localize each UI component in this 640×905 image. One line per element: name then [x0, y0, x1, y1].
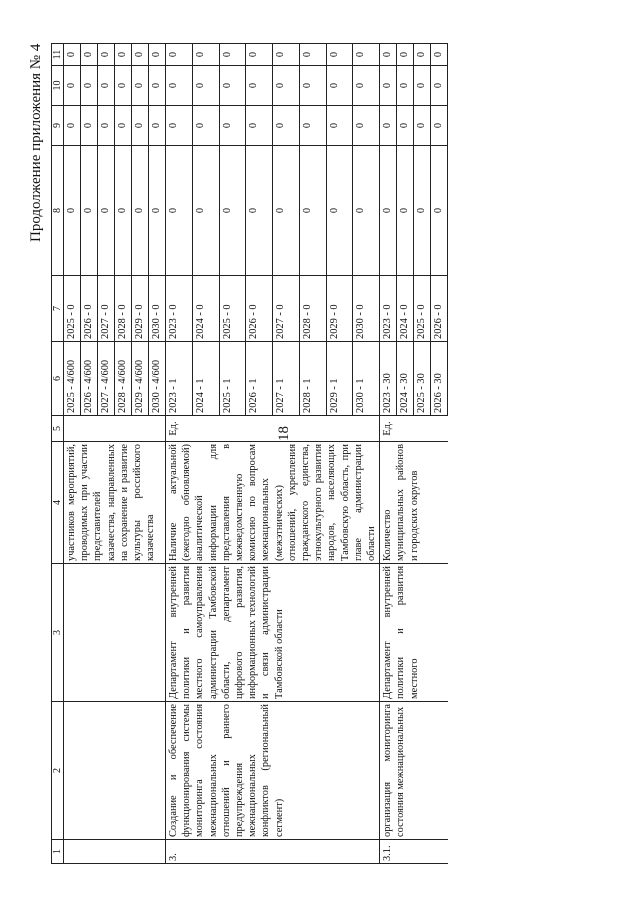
cell-col10: 0: [115, 66, 132, 106]
cell-col9: 0: [273, 106, 300, 146]
page-number: 18: [276, 426, 292, 441]
cell-col6: 2025 - 1: [219, 342, 246, 416]
cell-col8: 0: [246, 146, 273, 276]
header-col-5: 5: [52, 416, 64, 442]
cell-col10: 0: [166, 66, 193, 106]
cell-col7: 2027 - 0: [98, 276, 115, 342]
cell-col8: 0: [273, 146, 300, 276]
cell-col3: [64, 564, 166, 702]
cell-col10: 0: [219, 66, 246, 106]
cell-col8: 0: [397, 146, 414, 276]
cell-col11: 0: [326, 44, 353, 66]
cell-col7: 2028 - 0: [115, 276, 132, 342]
cell-col2: организация мониторинга состояния межнациональных: [380, 702, 448, 840]
cell-col7: 2030 - 0: [149, 276, 166, 342]
header-col-6: 6: [52, 342, 64, 416]
cell-col9: 0: [326, 106, 353, 146]
cell-col6: 2028 - 4/600: [115, 342, 132, 416]
cell-col10: 0: [98, 66, 115, 106]
header-col-11: 11: [52, 44, 64, 66]
cell-col8: 0: [98, 146, 115, 276]
cell-col11: 0: [192, 44, 219, 66]
cell-col10: 0: [326, 66, 353, 106]
cell-col11: 0: [166, 44, 193, 66]
cell-col6: 2029 - 1: [326, 342, 353, 416]
cell-col9: 0: [246, 106, 273, 146]
row-number: 3.: [166, 840, 380, 864]
cell-col9: 0: [397, 106, 414, 146]
cell-col9: 0: [219, 106, 246, 146]
cell-col7: 2028 - 0: [299, 276, 326, 342]
cell-col7: 2027 - 0: [273, 276, 300, 342]
cell-col6: 2027 - 1: [273, 342, 300, 416]
cell-col9: 0: [166, 106, 193, 146]
cell-col11: 0: [132, 44, 149, 66]
cell-col11: 0: [273, 44, 300, 66]
cell-col11: 0: [219, 44, 246, 66]
cell-col4: Наличие актуальной (ежегодно обновляемой) аналитической информации для представления в межведомственную комиссию по вопросам межнациональных (межэтнических) отношений, укрепления гражданского единства, этнокультурного развития народов, населяющих Тамбовскую область, при главе администрации области: [166, 442, 380, 564]
cell-col9: 0: [414, 106, 431, 146]
cell-col10: 0: [431, 66, 448, 106]
cell-col8: 0: [115, 146, 132, 276]
cell-col6: 2023 - 30: [380, 342, 397, 416]
cell-col9: 0: [353, 106, 380, 146]
cell-col7: 2024 - 0: [397, 276, 414, 342]
cell-col5: Ед.: [166, 416, 380, 442]
header-col-4: 4: [52, 442, 64, 564]
table-row: [380, 44, 397, 864]
cell-col1: [64, 840, 166, 864]
cell-col10: 0: [81, 66, 98, 106]
cell-col8: 0: [219, 146, 246, 276]
cell-col9: 0: [98, 106, 115, 146]
row-number: 3.1.: [380, 840, 448, 864]
header-col-1: 1: [52, 840, 64, 864]
cell-col10: 0: [397, 66, 414, 106]
cell-col7: 2023 - 0: [166, 276, 193, 342]
cell-col7: 2025 - 0: [414, 276, 431, 342]
cell-col6: 2026 - 4/600: [81, 342, 98, 416]
header-row: [52, 44, 64, 864]
cell-col7: 2026 - 0: [246, 276, 273, 342]
cell-col6: 2025 - 30: [414, 342, 431, 416]
header-col-2: 2: [52, 702, 64, 840]
cell-col2: [64, 702, 166, 840]
cell-col8: 0: [132, 146, 149, 276]
cell-col7: 2023 - 0: [380, 276, 397, 342]
cell-col6: 2029 - 4/600: [132, 342, 149, 416]
cell-col8: 0: [81, 146, 98, 276]
cell-col10: 0: [132, 66, 149, 106]
cell-col10: 0: [192, 66, 219, 106]
cell-col11: 0: [115, 44, 132, 66]
cell-col11: 0: [353, 44, 380, 66]
cell-col11: 0: [98, 44, 115, 66]
header-col-3: 3: [52, 564, 64, 702]
cell-col6: 2026 - 1: [246, 342, 273, 416]
cell-col9: 0: [299, 106, 326, 146]
cell-col10: 0: [273, 66, 300, 106]
cell-col7: 2029 - 0: [132, 276, 149, 342]
cell-col3: Департамент внутренней политики и развития местного: [380, 564, 448, 702]
cell-col4: Количество муниципальных районов и городских округов: [380, 442, 448, 564]
cell-col11: 0: [246, 44, 273, 66]
cell-col10: 0: [246, 66, 273, 106]
cell-col10: 0: [380, 66, 397, 106]
rotated-table-wrapper: [51, 44, 611, 864]
cell-col9: 0: [192, 106, 219, 146]
cell-col7: 2026 - 0: [81, 276, 98, 342]
cell-col5: Ед.: [380, 416, 448, 442]
cell-col5: [64, 416, 166, 442]
cell-col11: 0: [397, 44, 414, 66]
header-col-8: 8: [52, 146, 64, 276]
table-row: [64, 44, 81, 864]
cell-col7: 2024 - 0: [192, 276, 219, 342]
cell-col6: 2028 - 1: [299, 342, 326, 416]
cell-col8: 0: [192, 146, 219, 276]
cell-col10: 0: [414, 66, 431, 106]
cell-col7: 2030 - 0: [353, 276, 380, 342]
cell-col10: 0: [299, 66, 326, 106]
cell-col4: участников мероприятий, проводимых при участии представителей казачества, направленных на сохранение и развитие культуры российского казачества: [64, 442, 166, 564]
cell-col11: 0: [149, 44, 166, 66]
cell-col10: 0: [149, 66, 166, 106]
cell-col6: 2023 - 1: [166, 342, 193, 416]
cell-col9: 0: [64, 106, 81, 146]
cell-col11: 0: [380, 44, 397, 66]
table-row: [166, 44, 193, 864]
cell-col6: 2030 - 4/600: [149, 342, 166, 416]
cell-col9: 0: [132, 106, 149, 146]
cell-col11: 0: [431, 44, 448, 66]
cell-col9: 0: [380, 106, 397, 146]
cell-col6: 2024 - 1: [192, 342, 219, 416]
cell-col7: 2026 - 0: [431, 276, 448, 342]
cell-col11: 0: [64, 44, 81, 66]
cell-col8: 0: [166, 146, 193, 276]
cell-col8: 0: [64, 146, 81, 276]
cell-col6: 2030 - 1: [353, 342, 380, 416]
cell-col8: 0: [431, 146, 448, 276]
cell-col8: 0: [414, 146, 431, 276]
cell-col11: 0: [414, 44, 431, 66]
cell-col9: 0: [431, 106, 448, 146]
header-col-9: 9: [52, 106, 64, 146]
cell-col11: 0: [81, 44, 98, 66]
cell-col7: 2025 - 0: [219, 276, 246, 342]
cell-col9: 0: [149, 106, 166, 146]
cell-col3: Департамент внутренней политики и развития местного самоуправления администрации Тамбовской области, департамент цифрового развития, информационных технологий и связи администрации Тамбовской области: [166, 564, 380, 702]
cell-col10: 0: [64, 66, 81, 106]
cell-col11: 0: [299, 44, 326, 66]
cell-col10: 0: [353, 66, 380, 106]
cell-col9: 0: [81, 106, 98, 146]
cell-col8: 0: [353, 146, 380, 276]
appendix-table: [51, 43, 448, 864]
continuation-title: Продолжение приложения № 4: [28, 43, 44, 242]
header-col-7: 7: [52, 276, 64, 342]
cell-col6: 2024 - 30: [397, 342, 414, 416]
cell-col8: 0: [380, 146, 397, 276]
cell-col8: 0: [299, 146, 326, 276]
cell-col8: 0: [149, 146, 166, 276]
cell-col6: 2025 - 4/600: [64, 342, 81, 416]
cell-col7: 2025 - 0: [64, 276, 81, 342]
cell-col6: 2027 - 4/600: [98, 342, 115, 416]
cell-col8: 0: [326, 146, 353, 276]
cell-col9: 0: [115, 106, 132, 146]
cell-col6: 2026 - 30: [431, 342, 448, 416]
cell-col2: Создание и обеспечение функционирования системы мониторинга состояния межнациональных отношений и раннего предупреждения межнациональных конфликтов (региональный сегмент): [166, 702, 380, 840]
cell-col7: 2029 - 0: [326, 276, 353, 342]
header-col-10: 10: [52, 66, 64, 106]
